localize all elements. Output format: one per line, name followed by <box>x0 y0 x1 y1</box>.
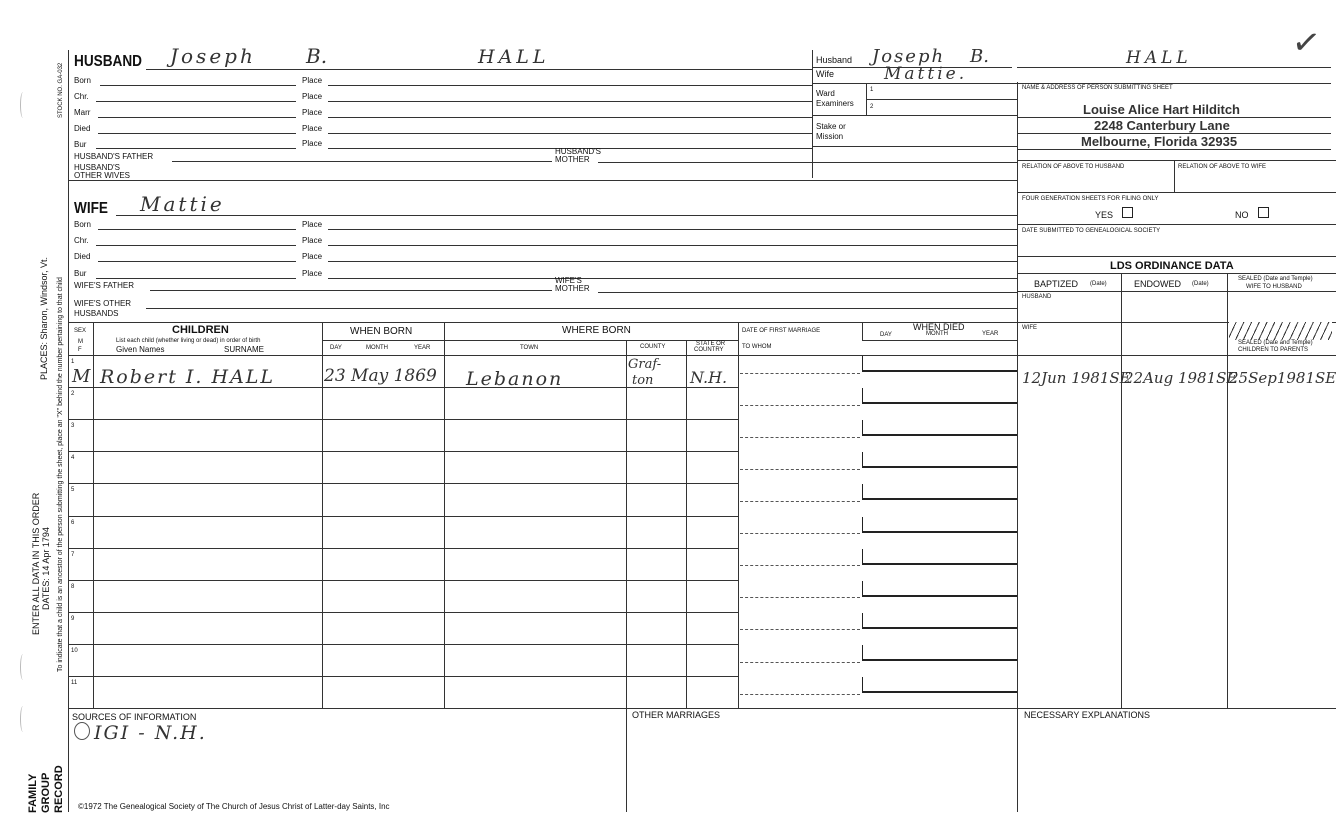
four-gen-label: FOUR GENERATION SHEETS FOR FILING ONLY <box>1022 196 1159 202</box>
four-gen-bottom <box>1017 224 1336 225</box>
wife-chr-label: Chr. <box>74 236 89 245</box>
child-row-divider <box>68 516 738 517</box>
submitter-bottom <box>1017 160 1336 161</box>
husband-father-line[interactable] <box>172 161 552 162</box>
footer-divider-1 <box>626 708 627 812</box>
born-day-header: DAY <box>330 345 342 351</box>
relation-wife-label: RELATION OF ABOVE TO WIFE <box>1178 164 1267 170</box>
died-month-header: MONTH <box>926 331 948 337</box>
yes-checkbox[interactable] <box>1122 207 1133 218</box>
child-row-number: 6 <box>71 519 75 526</box>
child-row-number: 4 <box>71 455 75 462</box>
sealed-wife-label-2: WIFE TO HUSBAND <box>1246 284 1302 290</box>
death-date-box[interactable] <box>862 581 1017 597</box>
wife-born-label: Born <box>74 220 91 229</box>
wife-other-husbands-label-2: HUSBANDS <box>74 309 119 318</box>
examiners-label: Examiners <box>816 99 854 108</box>
where-born-rule <box>444 340 738 341</box>
lds-col-2 <box>1227 273 1228 708</box>
summary-husband-given: Joseph <box>872 46 946 67</box>
child1-sex: M <box>72 366 91 387</box>
wife-other-husbands-label-1: WIFE'S OTHER <box>74 299 132 308</box>
col-marriage <box>738 322 739 708</box>
form-title-family: FAMILY <box>27 773 39 813</box>
born-year-header: YEAR <box>414 345 431 351</box>
to-whom-dashed-line[interactable] <box>740 597 860 598</box>
no-checkbox[interactable] <box>1258 207 1269 218</box>
form-title-record: RECORD <box>53 765 65 813</box>
husband-bur-place-label: Place <box>302 139 323 148</box>
sources-value: IGI - N.H. <box>94 722 207 744</box>
wife-born-place-line[interactable] <box>328 229 1017 230</box>
husband-born-place-line[interactable] <box>328 85 812 86</box>
child-row-number: 11 <box>71 680 78 686</box>
husband-died-label: Died <box>74 124 91 133</box>
sealed-children-label-1: SEALED (Date and Temple) <box>1238 340 1313 346</box>
summary-husband-surname: HALL <box>1126 48 1192 68</box>
to-whom-dashed-line[interactable] <box>740 533 860 534</box>
child1-name: Robert I. HALL <box>100 366 276 388</box>
lds-children-header-bottom <box>1017 355 1336 356</box>
husband-other-wives-label-1: HUSBAND'S <box>74 163 120 172</box>
stock-number: STOCK NO. GA-032 <box>58 62 64 118</box>
stake-label-2: Mission <box>816 132 844 141</box>
wife-chr-date-line[interactable] <box>96 245 296 246</box>
ancestor-note: To indicate that a child is an ancestor of the person submitting the sheet, place an "X" behind the number pertaining to that child <box>57 277 64 672</box>
when-died-header: WHEN DIED <box>913 322 965 332</box>
to-whom-dashed-line[interactable] <box>740 373 860 374</box>
child1-born: 23 May 1869 <box>324 366 437 386</box>
husband-surname: HALL <box>478 46 550 68</box>
relation-bottom <box>1017 192 1336 193</box>
footer-top <box>68 708 1336 709</box>
child-row-divider <box>68 451 738 452</box>
child-row-divider <box>68 548 738 549</box>
child-row-number: 2 <box>71 391 75 398</box>
wife-heading: WIFE <box>74 200 108 217</box>
husband-father-label: HUSBAND'S FATHER <box>74 152 154 161</box>
submitter-line-1: Louise Alice Hart Hilditch <box>1083 102 1240 117</box>
endowed-date-label: (Date) <box>1192 281 1209 287</box>
husband-bur-label: Bur <box>74 140 87 149</box>
husband-name-line[interactable] <box>146 69 812 70</box>
child1-sealed: 25Sep1981SE <box>1229 369 1337 387</box>
given-names-header: Given Names <box>116 345 165 354</box>
wife-died-label: Died <box>74 252 91 261</box>
died-day-header: DAY <box>880 332 892 338</box>
child1-endowed: 22Aug 1981SE <box>1124 369 1238 387</box>
children-heading: CHILDREN <box>172 324 229 336</box>
death-date-box[interactable] <box>862 549 1017 565</box>
husband-middle-initial: B. <box>306 44 328 68</box>
yes-label: YES <box>1095 210 1114 220</box>
sealed-wife-label-1: SEALED (Date and Temple) <box>1238 276 1313 282</box>
summary-wife-label: Wife <box>816 69 834 79</box>
lds-husband-row-label: HUSBAND <box>1022 294 1052 300</box>
to-whom-dashed-line[interactable] <box>740 405 860 406</box>
child-row-number: 3 <box>71 423 75 430</box>
child-row-number: 8 <box>71 583 75 590</box>
summary-husband-middle: B. <box>970 46 989 67</box>
sex-m-header: M <box>78 339 83 345</box>
punch-hole-3 <box>20 706 26 732</box>
child-row-divider <box>68 612 738 613</box>
when-born-header: WHEN BORN <box>350 326 413 337</box>
husband-mother-label-2: MOTHER <box>555 155 590 164</box>
state-header-2: COUNTRY <box>694 347 724 353</box>
sex-f-header: F <box>78 347 82 353</box>
child-row-divider <box>68 676 738 677</box>
submitter-rule-2 <box>1017 133 1331 134</box>
husband-chr-label: Chr. <box>74 92 89 101</box>
examiner-2-line[interactable] <box>812 115 1017 116</box>
wife-father-label: WIFE'S FATHER <box>74 281 135 290</box>
wife-other-husbands-line[interactable] <box>146 308 1017 309</box>
child-row-number: 1 <box>71 359 75 365</box>
relation-divider <box>1174 160 1175 192</box>
wife-born-date-line[interactable] <box>98 229 296 230</box>
ward-label: Ward <box>816 89 835 98</box>
death-date-box[interactable] <box>862 613 1017 629</box>
wife-name-line[interactable] <box>116 215 1017 216</box>
death-date-box[interactable] <box>862 677 1017 693</box>
endowed-label: ENDOWED <box>1134 279 1181 289</box>
wife-mother-line[interactable] <box>598 292 1017 293</box>
wife-mother-label-1: WIFE'S <box>555 276 582 285</box>
dates-note: DATES: 14 Apr 1794 <box>41 527 51 610</box>
to-whom-dashed-line[interactable] <box>740 501 860 502</box>
col-county <box>626 340 627 708</box>
death-date-box[interactable] <box>862 517 1017 533</box>
child-row-number: 10 <box>71 647 78 654</box>
summary-line-2 <box>812 83 1331 84</box>
death-date-box[interactable] <box>862 356 1017 372</box>
submitter-rule-3 <box>1017 149 1331 150</box>
husband-born-date-line[interactable] <box>100 85 296 86</box>
punch-hole-2 <box>20 654 26 680</box>
husband-marr-place-label: Place <box>302 108 323 117</box>
when-died-rule <box>862 340 1017 341</box>
to-whom-dashed-line[interactable] <box>740 629 860 630</box>
baptized-label: BAPTIZED <box>1034 279 1079 289</box>
to-whom-dashed-line[interactable] <box>740 662 860 663</box>
husband-marr-place-line[interactable] <box>328 117 812 118</box>
born-month-header: MONTH <box>366 345 388 351</box>
stake-line[interactable] <box>812 146 1017 147</box>
wife-died-place-label: Place <box>302 252 323 261</box>
husband-died-place-label: Place <box>302 124 323 133</box>
to-whom-header: TO WHOM <box>742 344 772 350</box>
husband-chr-place-line[interactable] <box>328 101 812 102</box>
child-row-divider <box>68 419 738 420</box>
checkmark-icon: ✓ <box>1289 21 1324 65</box>
death-date-box[interactable] <box>862 645 1017 661</box>
child-row-number: 9 <box>71 615 75 622</box>
lds-title-bottom <box>1017 273 1336 274</box>
col-died-head <box>862 322 863 340</box>
no-label: NO <box>1235 210 1249 220</box>
husband-marr-label: Marr <box>74 108 91 117</box>
relation-husband-label: RELATION OF ABOVE TO HUSBAND <box>1022 164 1125 170</box>
wife-section-bottom <box>68 322 1017 323</box>
date-submitted-bottom <box>1017 256 1336 257</box>
wife-chr-place-line[interactable] <box>328 245 1017 246</box>
died-year-header: YEAR <box>982 331 999 337</box>
husband-heading: HUSBAND <box>74 53 142 70</box>
first-marriage-header: DATE OF FIRST MARRIAGE <box>742 328 821 334</box>
sex-header: SEX <box>74 328 87 334</box>
left-border <box>68 50 69 812</box>
husband-given-name: Joseph <box>170 44 256 68</box>
summary-line-1b <box>1017 67 1331 68</box>
husband-other-wives-label-2: OTHER WIVES <box>74 171 131 180</box>
husband-chr-place-label: Place <box>302 92 323 101</box>
wife-father-line[interactable] <box>150 290 552 291</box>
examiner-2-number: 2 <box>870 104 874 110</box>
children-subheading: List each child (whether living or dead) in order of birth <box>116 338 261 344</box>
death-date-box[interactable] <box>862 420 1017 436</box>
wife-born-place-label: Place <box>302 220 323 229</box>
submitter-rule-1 <box>1017 117 1331 118</box>
wife-bur-date-line[interactable] <box>96 278 296 279</box>
lds-wife-row-label: WIFE <box>1022 325 1037 331</box>
husband-chr-date-line[interactable] <box>96 101 296 102</box>
places-note: PLACES: Sharon, Windsor, Vt. <box>39 256 49 380</box>
to-whom-dashed-line[interactable] <box>740 469 860 470</box>
stake-label-1: Stake or <box>816 122 846 131</box>
child-row-divider <box>68 580 738 581</box>
wife-mother-label-2: MOTHER <box>555 284 590 293</box>
col-state <box>686 340 687 708</box>
child1-county-2: ton <box>632 373 654 388</box>
examiner-1-line[interactable] <box>866 99 1017 100</box>
submitter-line-2: 2248 Canterbury Lane <box>1094 118 1230 133</box>
child-row-number: 5 <box>71 487 75 494</box>
husband-bur-date-line[interactable] <box>96 148 296 149</box>
date-submitted-label: DATE SUBMITTED TO GENEALOGICAL SOCIETY <box>1022 228 1161 234</box>
to-whom-dashed-line[interactable] <box>740 694 860 695</box>
enter-order-note: ENTER ALL DATA IN THIS ORDER <box>31 492 41 635</box>
baptized-date-label: (Date) <box>1090 281 1107 287</box>
sealed-hatch-area <box>1229 322 1332 340</box>
state-header-1: STATE OR <box>696 341 726 347</box>
submitter-label: NAME & ADDRESS OF PERSON SUBMITTING SHEET <box>1022 85 1173 91</box>
town-header: TOWN <box>520 345 539 351</box>
child1-baptized: 12Jun 1981SE <box>1022 369 1131 387</box>
husband-born-place-label: Place <box>302 76 323 85</box>
punch-hole-1 <box>20 92 26 118</box>
sealed-children-label-2: CHILDREN TO PARENTS <box>1238 347 1309 353</box>
wife-died-place-line[interactable] <box>328 261 1017 262</box>
wife-died-date-line[interactable] <box>98 261 296 262</box>
explanations-label: NECESSARY EXPLANATIONS <box>1024 710 1151 720</box>
to-whom-dashed-line[interactable] <box>740 437 860 438</box>
lds-title: LDS ORDINANCE DATA <box>1110 260 1234 272</box>
child-row-divider <box>68 644 738 645</box>
surname-header: SURNAME <box>224 345 265 354</box>
husband-mother-line[interactable] <box>598 162 1017 163</box>
copyright-text: ©1972 The Genealogical Society of The Church of Jesus Christ of Latter-day Saints, Inc <box>78 802 390 811</box>
submitter-line-3: Melbourne, Florida 32935 <box>1081 134 1238 149</box>
lds-col-1 <box>1121 273 1122 708</box>
county-header: COUNTY <box>640 344 666 350</box>
summary-border <box>812 50 813 178</box>
child1-town: Lebanon <box>466 368 564 390</box>
child-row-number: 7 <box>71 551 75 558</box>
child-row-divider <box>68 483 738 484</box>
husband-died-date-line[interactable] <box>98 133 296 134</box>
husband-born-label: Born <box>74 76 91 85</box>
sources-label: SOURCES OF INFORMATION <box>72 712 197 722</box>
other-marriages-label: OTHER MARRIAGES <box>632 710 721 720</box>
wife-bur-label: Bur <box>74 269 87 278</box>
husband-marr-date-line[interactable] <box>98 117 296 118</box>
wife-bur-place-label: Place <box>302 269 323 278</box>
where-born-header: WHERE BORN <box>562 325 631 336</box>
child1-county-1: Graf- <box>628 357 662 372</box>
to-whom-dashed-line[interactable] <box>740 565 860 566</box>
examiner-1-number: 1 <box>870 87 874 93</box>
copyright-circle-icon <box>74 722 90 740</box>
wife-chr-place-label: Place <box>302 236 323 245</box>
summary-husband-label: Husband <box>816 55 853 65</box>
death-date-box[interactable] <box>862 484 1017 500</box>
husband-section-bottom <box>68 180 1017 181</box>
child1-state: N.H. <box>690 368 728 387</box>
when-born-rule <box>322 340 444 341</box>
form-title-group: GROUP <box>40 772 52 813</box>
lds-header-bottom <box>1017 291 1336 292</box>
death-date-box[interactable] <box>862 388 1017 404</box>
husband-died-place-line[interactable] <box>328 133 812 134</box>
wife-bur-place-line[interactable] <box>328 278 1017 279</box>
summary-wife-name: Mattie. <box>884 64 968 84</box>
death-date-box[interactable] <box>862 452 1017 468</box>
husband-mother-label-1: HUSBAND'S <box>555 147 601 156</box>
wife-given-name: Mattie <box>140 192 225 216</box>
